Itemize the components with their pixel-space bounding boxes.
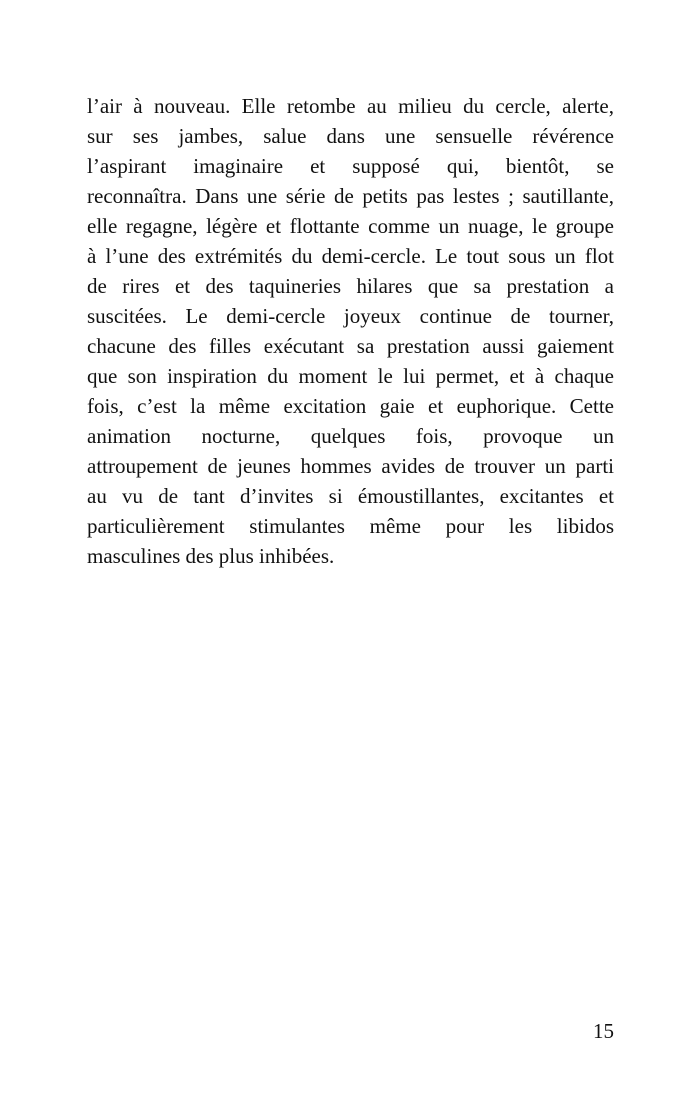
text-line: elle regagne, légère et flottante comme un nuage, le groupe [87,214,614,238]
text-line: masculines des plus inhibées. [87,544,335,568]
text-line: de rires et des taquineries hilares que sa prestation a [87,274,614,298]
text-line: chacune des filles exécutant sa prestation aussi gaiement [87,334,614,358]
text-line: attroupement de jeunes hommes avides de trouver un parti [87,454,614,478]
body-paragraph [87,91,614,571]
page-number: 15 [593,1019,614,1043]
text-line: sur ses jambes, salue dans une sensuelle révérence [87,124,614,148]
text-line: l’aspirant imaginaire et supposé qui, bientôt, se [87,154,614,178]
text-line: que son inspiration du moment le lui permet, et à chaque [87,364,614,388]
text-line: au vu de tant d’invites si émoustillantes, excitantes et [87,484,614,508]
text-line: reconnaîtra. Dans une série de petits pas lestes ; sautillante, [87,184,614,208]
text-line: animation nocturne, quelques fois, provoque un [87,424,614,448]
text-line: l’air à nouveau. Elle retombe au milieu du cercle, alerte, [87,94,614,118]
text-line: suscitées. Le demi-cercle joyeux continue de tourner, [87,304,614,328]
text-line: particulièrement stimulantes même pour les libidos [87,514,614,538]
text-line: fois, c’est la même excitation gaie et euphorique. Cette [87,394,614,418]
text-line: à l’une des extrémités du demi-cercle. Le tout sous un flot [87,244,614,268]
